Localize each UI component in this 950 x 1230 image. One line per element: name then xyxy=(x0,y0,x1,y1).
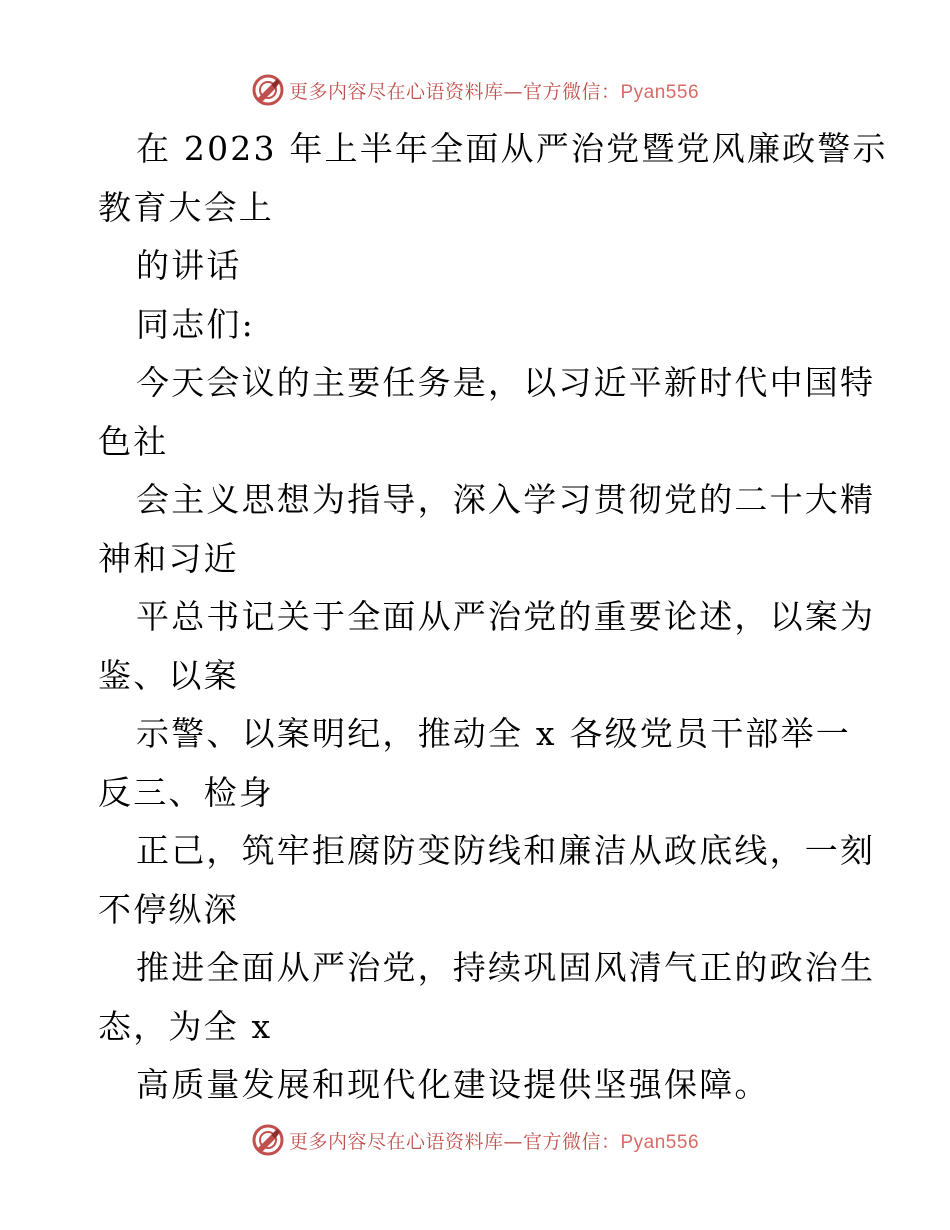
body-line: 今天会议的主要任务是，以习近平新时代中国特 xyxy=(136,363,876,402)
body-line: 反三、检身 xyxy=(98,772,274,812)
pen-circle-logo-icon xyxy=(251,73,285,107)
document-body xyxy=(98,120,888,1115)
title-line-3: 的讲话 xyxy=(136,246,242,285)
salutation: 同志们: xyxy=(136,304,255,344)
title-line-2: 教育大会上 xyxy=(98,187,274,227)
title-line-1: 在 2023 年上半年全面从严治党暨党风廉政警示 xyxy=(136,129,888,168)
body-line: 示警、以案明纪，推动全 x 各级党员干部举一 xyxy=(136,714,851,753)
body-line: 不停纵深 xyxy=(98,889,239,929)
watermark-text: 更多内容尽在心语资料库—官方微信： xyxy=(288,1130,621,1153)
pen-circle-logo-icon xyxy=(251,1123,285,1157)
body-line: 鉴、以案 xyxy=(98,655,239,695)
header-watermark xyxy=(0,70,950,110)
body-line: 推进全面从严治党，持续巩固风清气正的政治生 xyxy=(136,948,876,987)
body-line: 态，为全 x xyxy=(98,1006,273,1046)
body-line: 色社 xyxy=(98,421,169,461)
body-line: 高质量发展和现代化建设提供坚强保障。 xyxy=(136,1065,770,1104)
watermark-wechat-id: Pyan556 xyxy=(620,81,700,103)
watermark-wechat-id: Pyan556 xyxy=(620,1131,700,1153)
body-line: 正己，筑牢拒腐防变防线和廉洁从政底线，一刻 xyxy=(136,831,876,870)
footer-watermark xyxy=(0,1120,950,1160)
body-line: 神和习近 xyxy=(98,538,239,578)
body-line: 会主义思想为指导，深入学习贯彻党的二十大精 xyxy=(136,480,876,519)
body-line: 平总书记关于全面从严治党的重要论述，以案为 xyxy=(136,597,876,636)
watermark-text: 更多内容尽在心语资料库—官方微信： xyxy=(288,80,621,103)
